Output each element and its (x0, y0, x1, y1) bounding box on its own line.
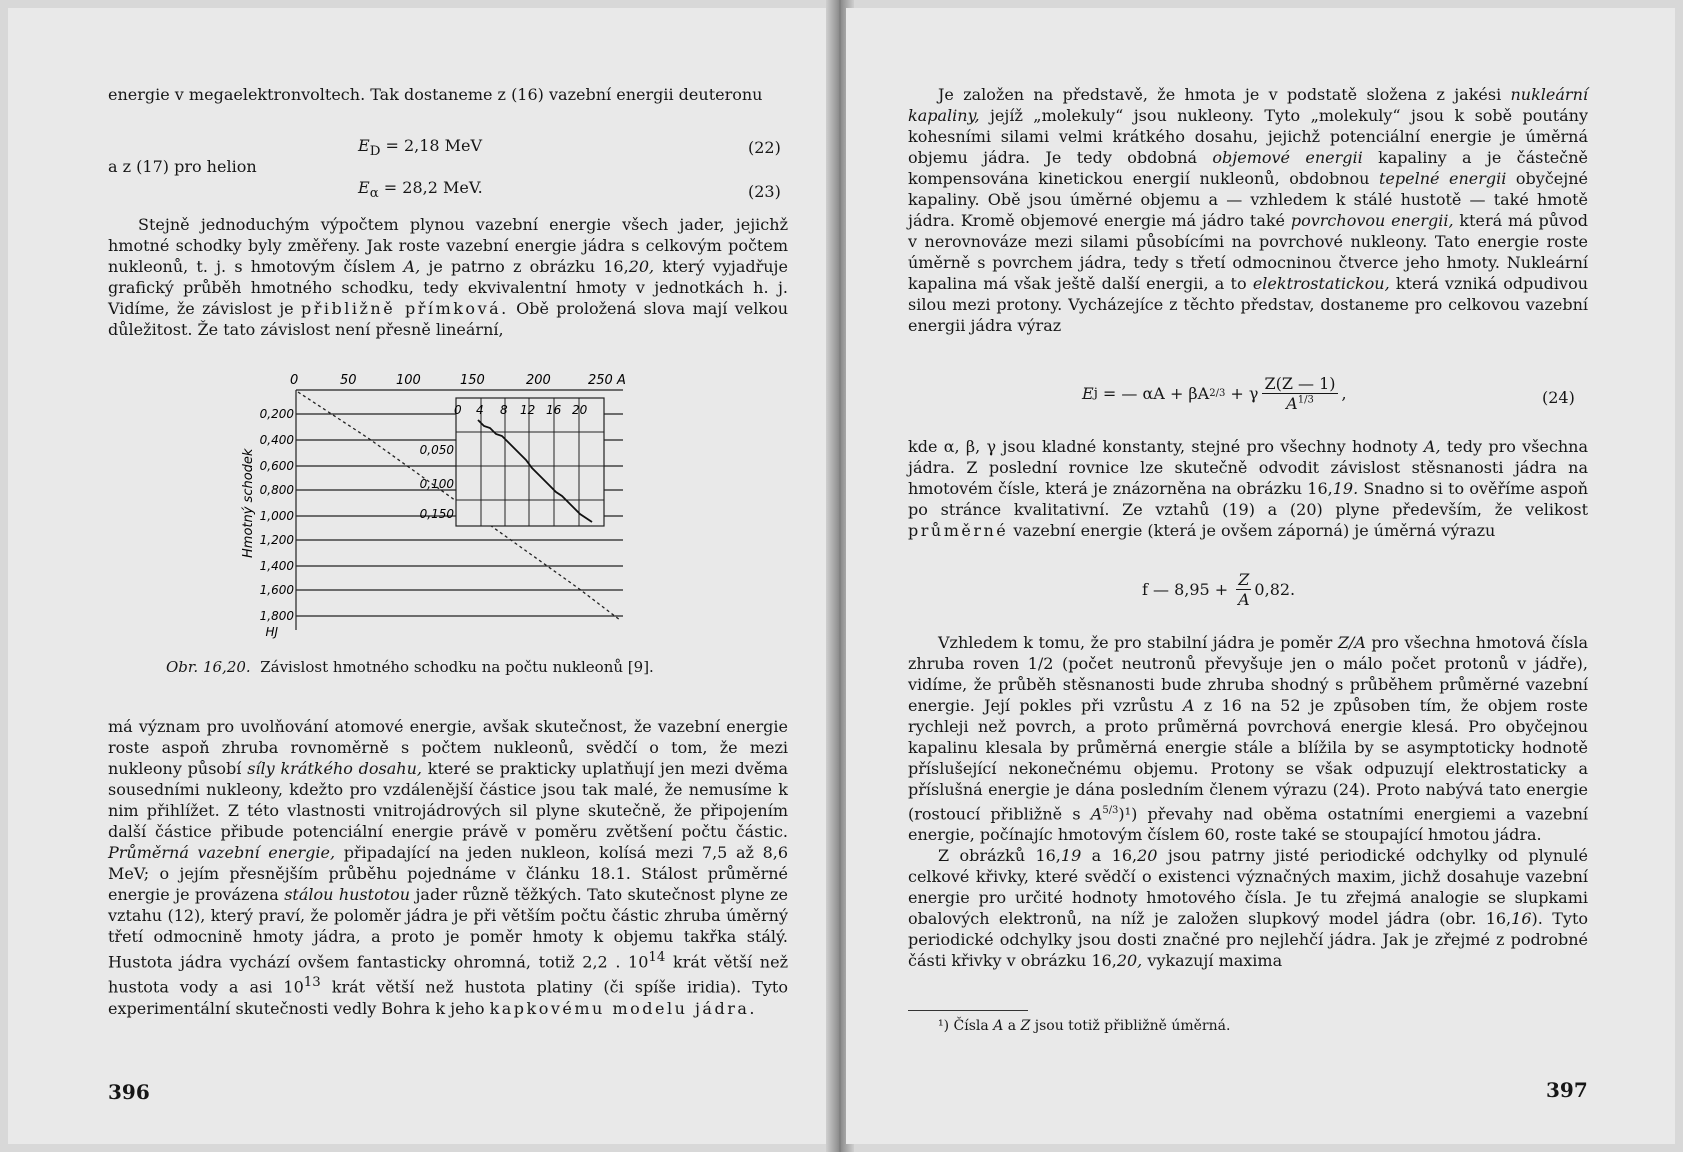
left-page (8, 8, 834, 1144)
r3b: pro všechna hmotová čísla zhruba roven 1/2 (počet neutronů převyšuje jen o málo počet protonů v jádře), vidíme, že průběh stěsnanosti bude zhruba shodný s průběhem průměrné vazební energie. Její pokles při vzrůstu (908, 633, 1589, 715)
p3a: má význam pro uvolňování atomové energie, avšak skutečnost, že vazební energie roste aspoň zhruba rovnoměrně s počtem nukleonů, svědčí o tom, že mezi nukleony působí (108, 717, 788, 778)
right-page (846, 8, 1675, 1144)
equation-23-number: (23) (748, 182, 781, 201)
fn-c: jsou totiž přibližně úměrná. (1030, 1018, 1231, 1034)
r4e: vykazují maxima (1142, 951, 1283, 971)
r3-fnref: )¹) (1118, 804, 1138, 824)
p3-i3: stálou hustotou (284, 885, 411, 904)
inset-y-0150: 0,150 (419, 507, 454, 521)
inset-x-0: 0 (454, 403, 462, 417)
p2-A: A, (403, 257, 421, 276)
p2b: je patrno z obrázku 16, (420, 257, 629, 276)
figure-caption (166, 658, 654, 676)
fn-a: Čísla (949, 1018, 994, 1034)
r2-A: A, (1423, 437, 1441, 456)
eq24-denom: A (1286, 394, 1298, 413)
right-para-1 (908, 84, 1588, 336)
p3-sup2: 13 (303, 975, 321, 991)
equation-24-number: (24) (1542, 388, 1575, 407)
r4-f4: 20, (1116, 951, 1143, 971)
left-para-1 (108, 84, 788, 105)
eq24-tail: , (1341, 384, 1347, 403)
equation-23 (358, 178, 483, 201)
inset-x-4: 4 (476, 403, 484, 417)
y-label-0600: 0,600 (259, 459, 294, 473)
p2c: který vyjadřuje grafický průběh hmotného schodku, tedy ekvivalentní hmoty v jednotkách h. j. Vidíme, že závislost je (108, 257, 788, 318)
caption-label: Obr. 16,20. (166, 658, 251, 676)
left-para-3-text (108, 716, 788, 1019)
top-label-50: 50 (340, 373, 357, 388)
r2b: tedy pro všechna jádra. Z poslední rovnice lze skutečně odvodit závislost stěsnanosti jádra na hmotovém čísle, která je znázorněna na obrázku 16, (908, 437, 1588, 498)
eq24-sub: j (1093, 386, 1098, 401)
right-para-3-text (908, 632, 1588, 845)
r1-i1: nukleární kapaliny, (908, 85, 1588, 125)
r4d: ). Tyto periodické odchylky jsou dosti značné pro nejlehčí jádra. Jak je zřejmé z podrobné části křivky v obrázku 16, (908, 909, 1589, 971)
p3-i2: Průměrná vazební energie, (108, 843, 336, 862)
equation-f (1142, 570, 1295, 609)
inset-x-8: 8 (500, 403, 508, 417)
top-label-0: 0 (290, 373, 299, 388)
p2a: Stejně jednoduchým výpočtem plynou vazební energie všech jader, jejichž hmotné schodky byly změřeny. Jak roste vazební energie jádra s celkovým počtem nukleonů, t. j. s hmotovým číslem (108, 215, 788, 276)
page-number-left: 396 (108, 1080, 150, 1104)
y-label-hj: HJ (265, 625, 278, 639)
r3-A2: A (1090, 804, 1103, 824)
r3-A1: A (1182, 696, 1195, 715)
r1-i2: objemové energii (1212, 148, 1363, 167)
eqf-tail: 0,82. (1254, 580, 1296, 599)
eq24-E: E (1082, 384, 1094, 403)
eq23-sub: α (369, 186, 379, 202)
eq24-fraction (1262, 374, 1337, 413)
y-label-0800: 0,800 (259, 483, 294, 497)
r1a: Je založen na představě, že hmota je v podstatě složena z jakési (938, 85, 1511, 104)
eq24-gamma: + γ (1225, 384, 1259, 403)
r3a: Vzhledem k tomu, že pro stabilní jádra je poměr (938, 633, 1338, 652)
inset-y-0100: 0,100 (419, 477, 454, 491)
inset-x-16: 16 (546, 403, 562, 417)
helion-label (108, 156, 408, 177)
inset-x-20: 20 (572, 403, 588, 417)
p3c: připadající na jeden nukleon, kolísá mezi 7,5 až 8,6 MeV; o jejím přesnějším průběhu pojednáme v článku 18.1. Stálost průměrné energie je provázena (108, 843, 789, 904)
eq24-denom-exp: 1/3 (1297, 394, 1314, 406)
equation-24 (1082, 374, 1347, 413)
p3e: krát větší než hustota vody a asi 10 (108, 952, 788, 997)
right-para-4-text (908, 845, 1588, 971)
y-label-0200: 0,200 (259, 407, 294, 421)
r3d: převahy nad oběma ostatními energiemi a vazební energie, počínajíc hmotovým číslem 60, roste také se stoupající hmotou jádra. (908, 804, 1588, 845)
y-label-0400: 0,400 (259, 433, 294, 447)
y-label-1200: 1,200 (259, 533, 294, 547)
fn-mark: ¹) (938, 1018, 950, 1034)
r2c: Snadno si to ověříme aspoň po stránce kvalitativní. Ze vztahů (19) a (20) plyne především, že velikost (908, 479, 1589, 519)
eq23-rhs: = 28,2 MeV. (378, 178, 483, 197)
r1c: kapaliny a je částečně kompensována kinetickou energií nukleonů, obdobnou (908, 148, 1589, 188)
r1d: obyčejné kapaliny. Obě jsou úměrné objemu a — vzhledem k stálé hustotě — také hmotě jádra. Kromě objemové energie má jádro také (908, 169, 1588, 230)
r4b: a 16, (1081, 846, 1138, 866)
p3d: jader různě těžkých. Tato skutečnost plyne ze vztahu (12), který praví, že poloměr jádra je při větším počtu částic zhruba úměrný třetí odmocnině hmoty jádra, a proto je poměr hmoty k objemu takřka stálý. Hustota jádra vychází ovšem fantasticky ohromná, totiž 2,2 . 10 (108, 885, 789, 972)
left-para-2-text (108, 214, 788, 340)
r1e: která má původ v nerovnováze mezi silami působícími na povrchové nukleony. Tato energie roste úměrně s povrchem jádra, tedy s třetí odmocninou čtverce jeho hmoty. Nukleární kapalina má však ještě další energii, a to (908, 211, 1588, 293)
r1-i4: povrchovou energii, (1290, 211, 1454, 230)
right-para-1-text (908, 84, 1588, 336)
p3-spaced: kapkovému modelu jádra. (489, 998, 757, 1018)
right-para-3 (908, 632, 1588, 971)
left-text-intro: energie v megaelektronvoltech. Tak dostaneme z (16) vazební energii deuteronu (108, 85, 763, 104)
eq22-E: E (358, 136, 370, 155)
helion-text: a z (17) pro helion (108, 157, 257, 176)
eqf-numer: Z (1238, 570, 1250, 589)
fn-A: A (993, 1018, 1004, 1034)
y-axis-labels (260, 407, 295, 639)
eq24-mid: = — αA + βA (1097, 384, 1210, 403)
r4-f2: 20 (1137, 846, 1158, 866)
r1b: jejíž „molekuly“ jsou nukleony. Tyto „molekuly“ jsou k sobě poutány kohesními silami velmi krátkého dosahu, jejichž potenciální energie je úměrná objemu jádra. Je tedy obdobná (908, 106, 1588, 167)
inset-y-0050: 0,050 (419, 443, 454, 457)
eqf-lhs: f — 8,95 + (1142, 580, 1234, 599)
eq23-E: E (358, 178, 370, 197)
r1-i5: elektrostatickou, (1252, 274, 1390, 293)
p2-spaced: přibližně přímková. (301, 299, 509, 318)
r4a: Z obrázků 16, (938, 846, 1061, 866)
eq24-numer: Z(Z — 1) (1264, 374, 1336, 393)
top-label-150: 150 (460, 373, 485, 388)
r3-ZA: Z/A (1337, 633, 1366, 652)
p2-fig: 20, (628, 257, 655, 276)
r2a: kde α, β, γ jsou kladné konstanty, stejné pro všechny hodnoty (908, 437, 1424, 456)
footnote-rule (908, 1010, 1028, 1011)
y-label-1600: 1,600 (259, 583, 294, 597)
top-label-100: 100 (396, 373, 421, 388)
eq22-rhs: = 2,18 MeV (380, 136, 483, 155)
footnote (938, 1018, 1230, 1034)
y-label-1800: 1,800 (259, 609, 294, 623)
r1-i3: tepelné energii (1378, 169, 1507, 188)
p3f: krát větší než hustota platiny (či spíše iridia). Tyto experimentální skutečnosti vedly Bohra k jeho (108, 977, 788, 1018)
figure-16-20 (228, 368, 658, 658)
right-para-2-text (908, 436, 1588, 541)
top-label-250: 250 A (588, 373, 626, 388)
mass-defect-graph (228, 368, 658, 658)
r2-fig: 19. (1332, 479, 1359, 498)
eqf-fraction (1236, 570, 1251, 609)
p3b: které se prakticky uplatňují jen mezi dvěma sousedními nukleony, kdežto pro vzdálenější částice jsou tak malé, že nemusíme k nim přihlížet. Z této vlastnosti vnitrojádrových sil plyne skutečně, že připojením další částice přibude potenciální energie právě v poměru zvětšení počtu částic. (108, 759, 789, 841)
inset-x-12: 12 (520, 403, 536, 417)
r4-f3: 16 (1511, 909, 1532, 929)
caption-text: Závislost hmotného schodku na počtu nukleonů [9]. (260, 658, 654, 676)
p3-sup1: 14 (648, 950, 666, 965)
top-label-200: 200 (526, 373, 551, 388)
top-axis-labels (290, 373, 626, 388)
r3-exp: 5/3 (1102, 805, 1119, 816)
equation-22-number: (22) (748, 138, 781, 157)
r4-f1: 19 (1060, 846, 1082, 866)
left-para-2 (108, 214, 788, 340)
r2-spaced: průměrné (908, 521, 1009, 540)
right-para-2 (908, 436, 1588, 541)
y-label-1400: 1,400 (259, 559, 294, 573)
r4c: jsou patrny jisté periodické odchylky od plynulé celkové křivky, které svědčí o existenci význačných maxim, jichž dosahuje vazební energie pro určité hodnoty hmotového čísla. Je tu zřejmá analogie se slupkami obalových elektronů, na níž je založen slupkový model jádra (obr. 16, (908, 846, 1588, 929)
eq24-denominator (1286, 394, 1314, 413)
r1f: která vzniká odpudivou silou mezi protony. Vycházejíce z těchto představ, dostaneme pro celkovou vazební energii jádra výraz (908, 274, 1589, 335)
r3c: z 16 na 52 je způsoben tím, že objem roste rychleji než povrch, a proto průměrná povrchová energie klesá. Pro obyčejnou kapalinu klesala by průměrná energie stále a blížila by se asymptoticky hodnotě příslušející nekonečnému objemu. Protony se však odpuzují elektrostaticky a příslušná energie je dána posledním členem výrazu (24). Proto nabývá tato energie (rostoucí přibližně s (908, 696, 1588, 824)
fn-b: a (1003, 1018, 1021, 1034)
inset-panel (420, 398, 604, 526)
fn-Z: Z (1020, 1018, 1031, 1034)
p3-i1: síly krátkého dosahu, (247, 759, 423, 778)
y-axis-title: Hmotný schodek (241, 448, 256, 558)
p2d: Obě proložená slova mají velkou důležitost. Že tato závislost není přesně lineární, (108, 299, 788, 339)
y-label-1000: 1,000 (259, 509, 294, 523)
eqf-denom: A (1238, 590, 1250, 609)
page-number-right: 397 (1546, 1078, 1588, 1102)
eq22-sub: D (369, 144, 381, 160)
r2d: vazební energie (která je ovšem záporná) je úměrná výrazu (1008, 521, 1496, 540)
eq24-exp: 2/3 (1209, 388, 1226, 399)
left-para-3 (108, 716, 788, 1019)
